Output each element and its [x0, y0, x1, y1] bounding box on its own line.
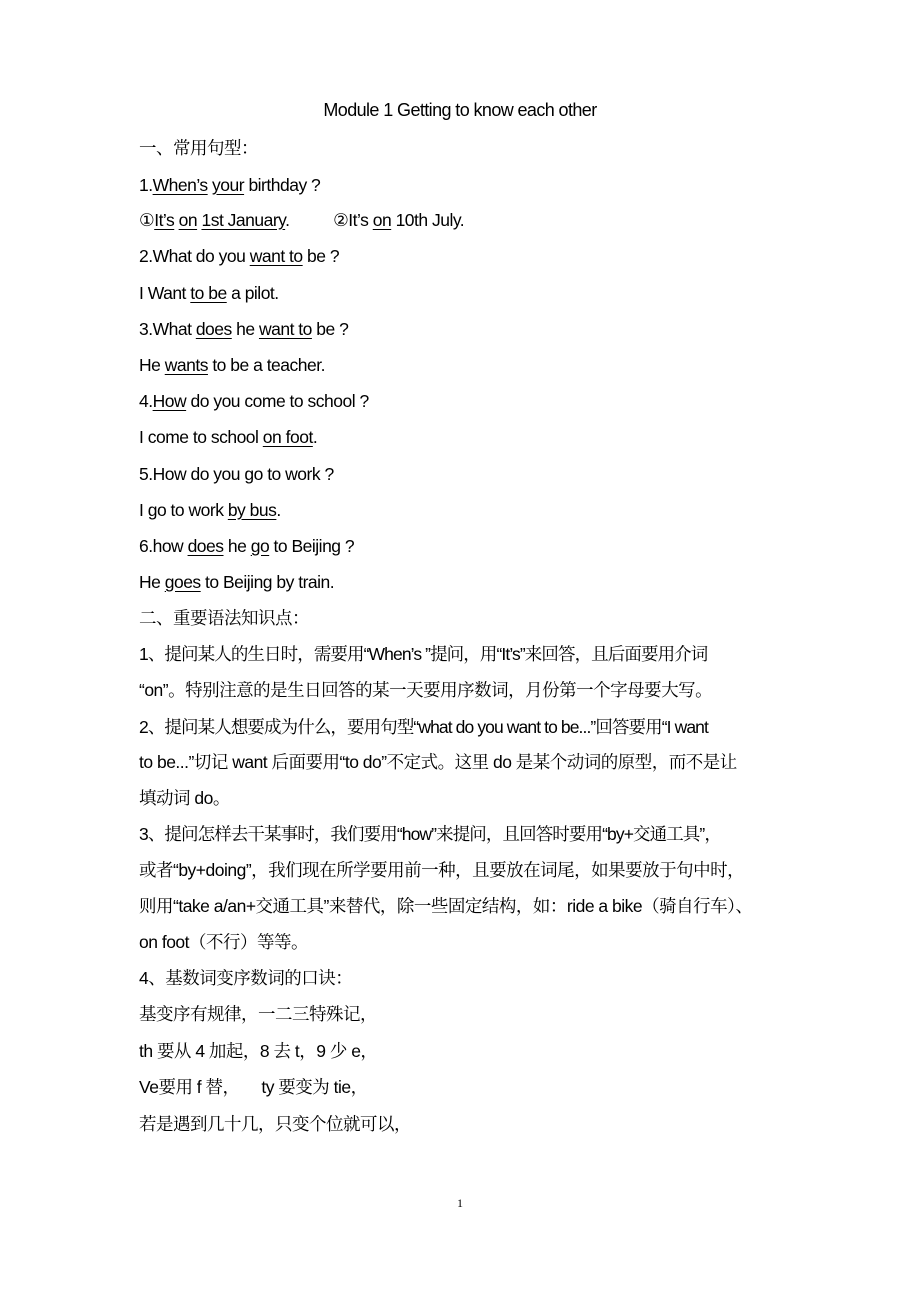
text-line [139, 173, 320, 197]
text-line [139, 425, 317, 449]
text-line [139, 498, 281, 522]
text-segment: to Beijing ? [269, 536, 355, 556]
text-segment: . [276, 500, 281, 520]
text-segment: he [231, 319, 259, 339]
text-segment: 4、基数词变序数词的口诀： [139, 968, 353, 988]
underlined-phrase: How [152, 391, 187, 411]
text-segment: 若是遇到几十几，只变个位就可以， [139, 1114, 411, 1134]
text-line [139, 786, 230, 810]
text-segment: 一、常用句型： [139, 138, 258, 158]
underlined-phrase: When’s [152, 175, 208, 195]
text-line [139, 281, 279, 305]
text-line [139, 534, 354, 558]
text-segment: 5.How do you go to work ? [139, 464, 334, 484]
underlined-phrase: does [187, 536, 224, 556]
underlined-phrase: It’s [154, 210, 175, 230]
text-segment: 1. [139, 175, 153, 195]
text-line [139, 208, 464, 232]
text-segment: 或者“by+doing”，我们现在所学要用前一种，且要放在词尾，如果要放于句中时， [139, 860, 745, 880]
text-line [139, 642, 707, 666]
text-segment: 二、重要语法知识点： [139, 608, 309, 628]
text-line [139, 894, 752, 918]
text-segment: 填动词 do。 [139, 788, 230, 808]
underlined-phrase: 1st January [201, 210, 286, 230]
text-segment: 4. [139, 391, 153, 411]
underlined-phrase: to be [190, 283, 227, 303]
underlined-phrase: on [372, 210, 392, 230]
text-line [139, 353, 325, 377]
text-segment: do you come to school ? [186, 391, 369, 411]
text-line [139, 858, 744, 882]
underlined-phrase: your [212, 175, 245, 195]
text-segment: 3、提问怎样去干某事时，我们要用“how”来提问，且回答时要用“by+交通工具”， [139, 824, 721, 844]
text-line [139, 822, 721, 846]
text-line [139, 136, 258, 160]
text-segment: th 要从 4 加起，8 去 t，9 少 e， [139, 1041, 378, 1061]
text-line [139, 317, 348, 341]
page-number: 1 [457, 1196, 463, 1210]
text-segment: I go to work [139, 500, 228, 520]
text-segment: 6.how [139, 536, 188, 556]
underlined-phrase: go [250, 536, 270, 556]
text-segment: be ? [302, 246, 340, 266]
text-segment: 则用“take a/an+交通工具”来替代，除一些固定结构，如：ride a bike（骑自行车）、 [139, 896, 753, 916]
text-segment: to Beijing by train. [200, 572, 335, 592]
text-line [139, 678, 712, 702]
text-segment: 2.What do you [139, 246, 250, 266]
text-segment: I Want [139, 283, 191, 303]
text-segment: 3.What [139, 319, 196, 339]
text-segment: a pilot. [226, 283, 279, 303]
text-segment: to be...”切记 want 后面要用“to do”不定式。这里 do 是某个动词的原型，而不是让 [139, 752, 737, 772]
text-line [139, 570, 334, 594]
text-line [139, 389, 369, 413]
text-segment: He [139, 572, 165, 592]
text-segment: 1、提问某人的生日时，需要用“When’s ”提问，用“It’s”来回答，且后面要用介词 [139, 644, 708, 664]
text-segment: . ②It’s [285, 210, 373, 230]
underlined-phrase: want to [258, 319, 312, 339]
text-segment: He [139, 355, 165, 375]
text-line [139, 606, 309, 630]
text-segment: 基变序有规律，一二三特殊记， [139, 1004, 377, 1024]
text-segment: “on”。特别注意的是生日回答的某一天要用序数词，月份第一个字母要大写。 [139, 680, 713, 700]
text-line [139, 462, 334, 486]
page-title: Module 1 Getting to know each other [323, 100, 597, 120]
text-segment: to be a teacher. [207, 355, 325, 375]
text-line [139, 966, 352, 990]
underlined-phrase: on foot [262, 427, 313, 447]
text-segment: I come to school [139, 427, 263, 447]
text-segment: Ve要用 f 替， ty 要变为 tie， [139, 1077, 368, 1097]
text-segment: . [312, 427, 318, 447]
text-line [139, 1039, 377, 1063]
underlined-phrase: goes [164, 572, 201, 592]
underlined-phrase: on [178, 210, 198, 230]
text-segment: ① [139, 210, 155, 230]
underlined-phrase: does [195, 319, 232, 339]
text-line [139, 1112, 411, 1136]
text-line [139, 750, 737, 774]
text-line [139, 244, 339, 268]
text-line [139, 1075, 368, 1099]
text-segment: birthday ? [244, 175, 321, 195]
text-segment: he [223, 536, 251, 556]
underlined-phrase: wants [164, 355, 208, 375]
underlined-phrase: want to [249, 246, 303, 266]
underlined-phrase: by bus [227, 500, 277, 520]
text-segment: be ? [311, 319, 349, 339]
text-segment: 10th July. [391, 210, 465, 230]
text-segment: 2、提问某人想要成为什么，要用句型“what do you want to be...”回答要用“I want [139, 717, 708, 737]
text-line [139, 930, 308, 954]
text-line [139, 715, 708, 739]
text-segment: on foot（不行）等等。 [139, 932, 309, 952]
text-line [139, 1002, 377, 1026]
